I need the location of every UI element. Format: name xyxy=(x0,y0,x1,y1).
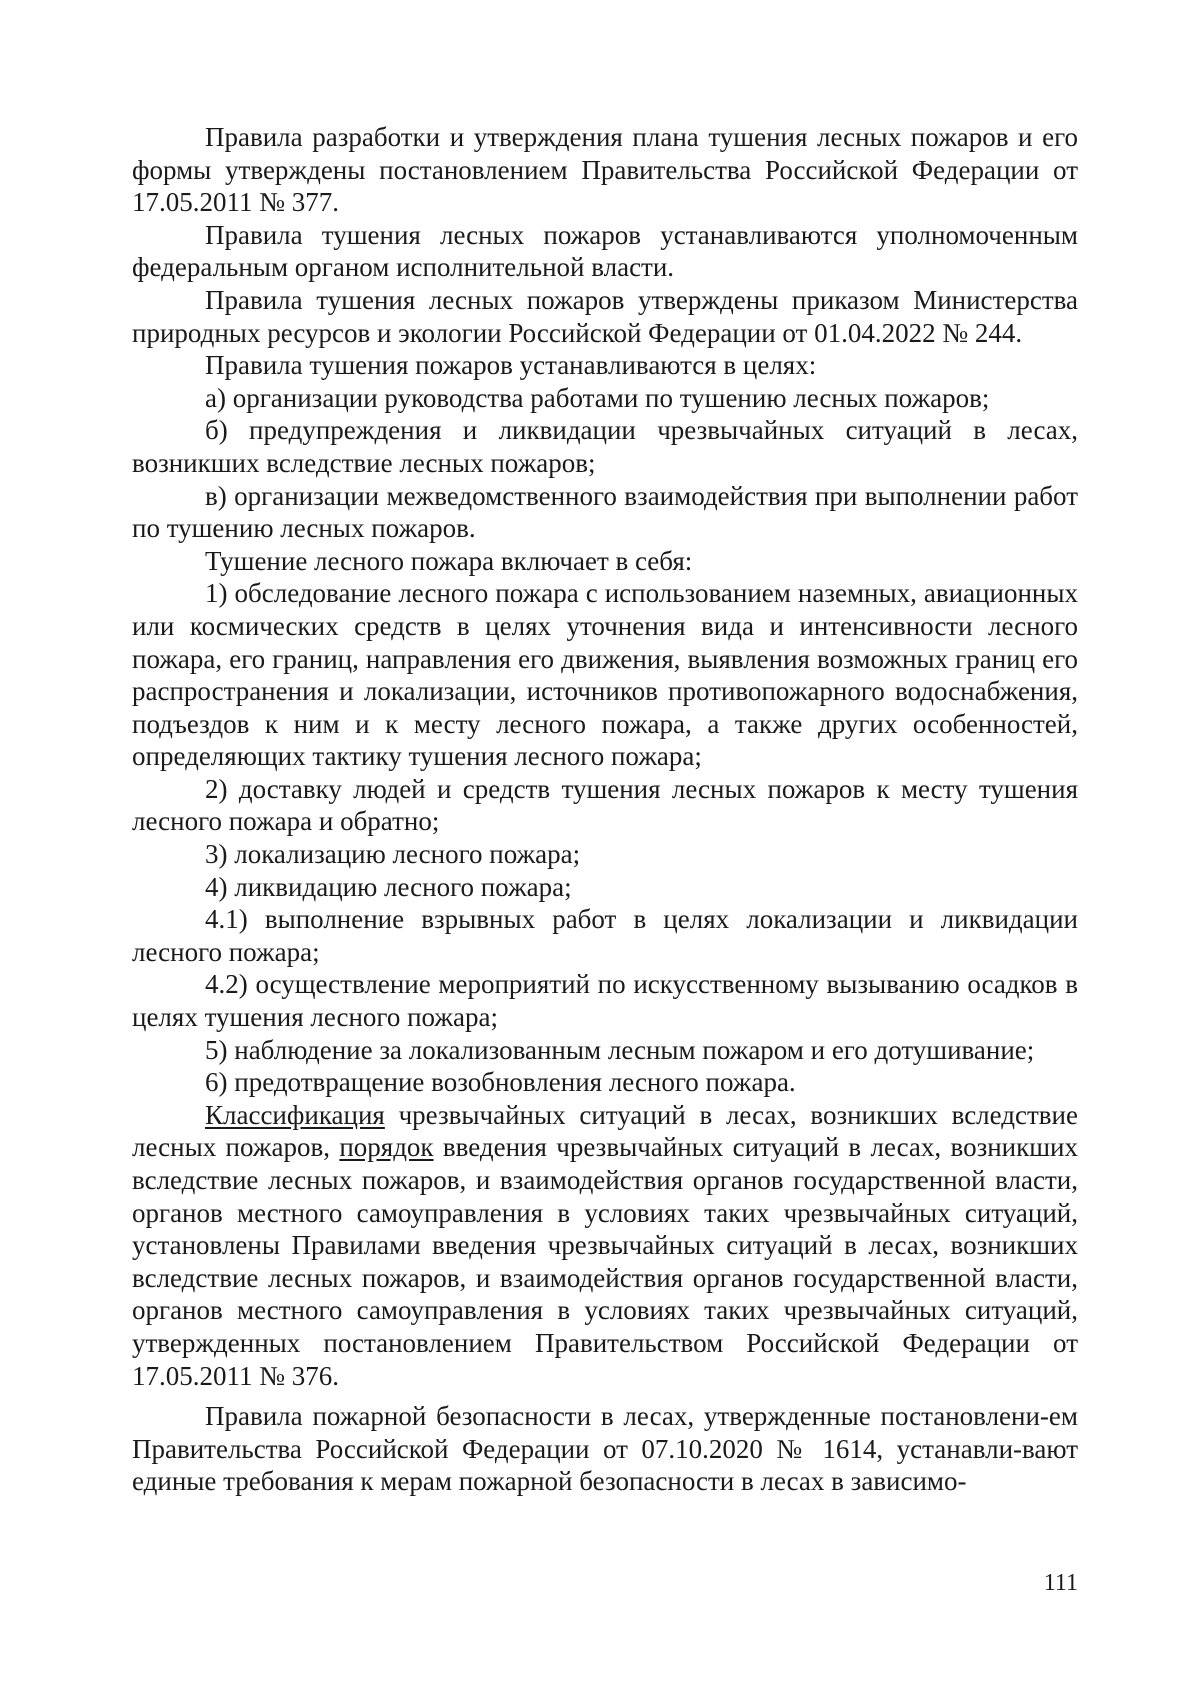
paragraph-goals-intro: Правила тушения пожаров устанавливаются в целях: xyxy=(205,350,817,381)
classification-text-2: введения чрезвычайных ситуаций в лесах, возникших вследствие лесных пожаров, и взаимодействия органов государственной власти, органов местного самоуправления в условиях таких чрезвычайных ситуаций, установлены Правилами введения чрезвычайных ситуаций в лесах, возникших вследствие лесных пожаров, и взаимодействия органов государственной власти, органов местного самоуправления в условиях таких чрезвычайных ситуаций, утвержденных постановлением Правительством Российской Федерации от 17.05.2011 № 376. xyxy=(132,1132,1078,1391)
list-item-4-1: 4.1) выполнение взрывных работ в целях локализации и ликвидации лесного пожара; xyxy=(132,904,1078,967)
list-item-6: 6) предотвращение возобновления лесного пожара. xyxy=(205,1067,796,1098)
paragraph-plan-rules: Правила разработки и утверждения плана тушения лесных пожаров и его формы утверждены постановлением Правительства Российской Федерации от 17.05.2011 № 377. xyxy=(132,122,1078,218)
document-body xyxy=(132,121,1078,1498)
procedure-link[interactable]: порядок xyxy=(339,1132,434,1163)
paragraph-extinguishing-intro: Тушение лесного пожара включает в себя: xyxy=(205,545,693,576)
list-item-4: 4) ликвидацию лесного пожара; xyxy=(205,871,572,902)
list-item-1: 1) обследование лесного пожара с использованием наземных, авиационных или космических средств в целях уточнения вида и интенсивности лесного пожара, его границ, направления его движения, выявления возможных границ его распространения и локализации, источников противопожарного водоснабжения, подъездов к ним и к месту лесного пожара, а также других особенностей, определяющих тактику тушения лесного пожара; xyxy=(132,578,1078,772)
list-item-v: в) организации межведомственного взаимодействия при выполнении работ по тушению лесных пожаров. xyxy=(132,480,1078,544)
list-item-3: 3) локализацию лесного пожара; xyxy=(205,839,581,870)
page-number: 111 xyxy=(1043,1570,1078,1596)
list-item-5: 5) наблюдение за локализованным лесным пожаром и его дотушивание; xyxy=(205,1034,1035,1065)
paragraph-classification xyxy=(132,1099,1078,1392)
list-item-a: а) организации руководства работами по тушению лесных пожаров; xyxy=(205,382,990,413)
list-item-4-2: 4.2) осуществление мероприятий по искусственному вызыванию осадков в целях тушения лесного пожара; xyxy=(132,969,1078,1033)
classification-link[interactable]: Классификация xyxy=(205,1099,385,1130)
list-item-b: б) предупреждения и ликвидации чрезвычайных ситуаций в лесах, возникших вследствие лесных пожаров; xyxy=(132,415,1078,478)
paragraph-fire-safety-rules: Правила пожарной безопасности в лесах, утвержденные постановлени-ем Правительства Российской Федерации от 07.10.2020 № 1614, устанавли-вают единые требования к мерам пожарной безопасности в лесах в зависимо- xyxy=(132,1401,1078,1497)
paragraph-authority: Правила тушения лесных пожаров устанавливаются уполномоченным федеральным органом исполнительной власти. xyxy=(132,219,1078,283)
paragraph-order: Правила тушения лесных пожаров утверждены приказом Министерства природных ресурсов и экологии Российской Федерации от 01.04.2022 № 244. xyxy=(132,284,1078,348)
list-item-2: 2) доставку людей и средств тушения лесных пожаров к месту тушения лесного пожара и обратно; xyxy=(132,773,1078,837)
classification-text-1: чрезвычайных ситуаций в лесах, возникших вследствие лесных пожаров, xyxy=(132,1099,1078,1163)
